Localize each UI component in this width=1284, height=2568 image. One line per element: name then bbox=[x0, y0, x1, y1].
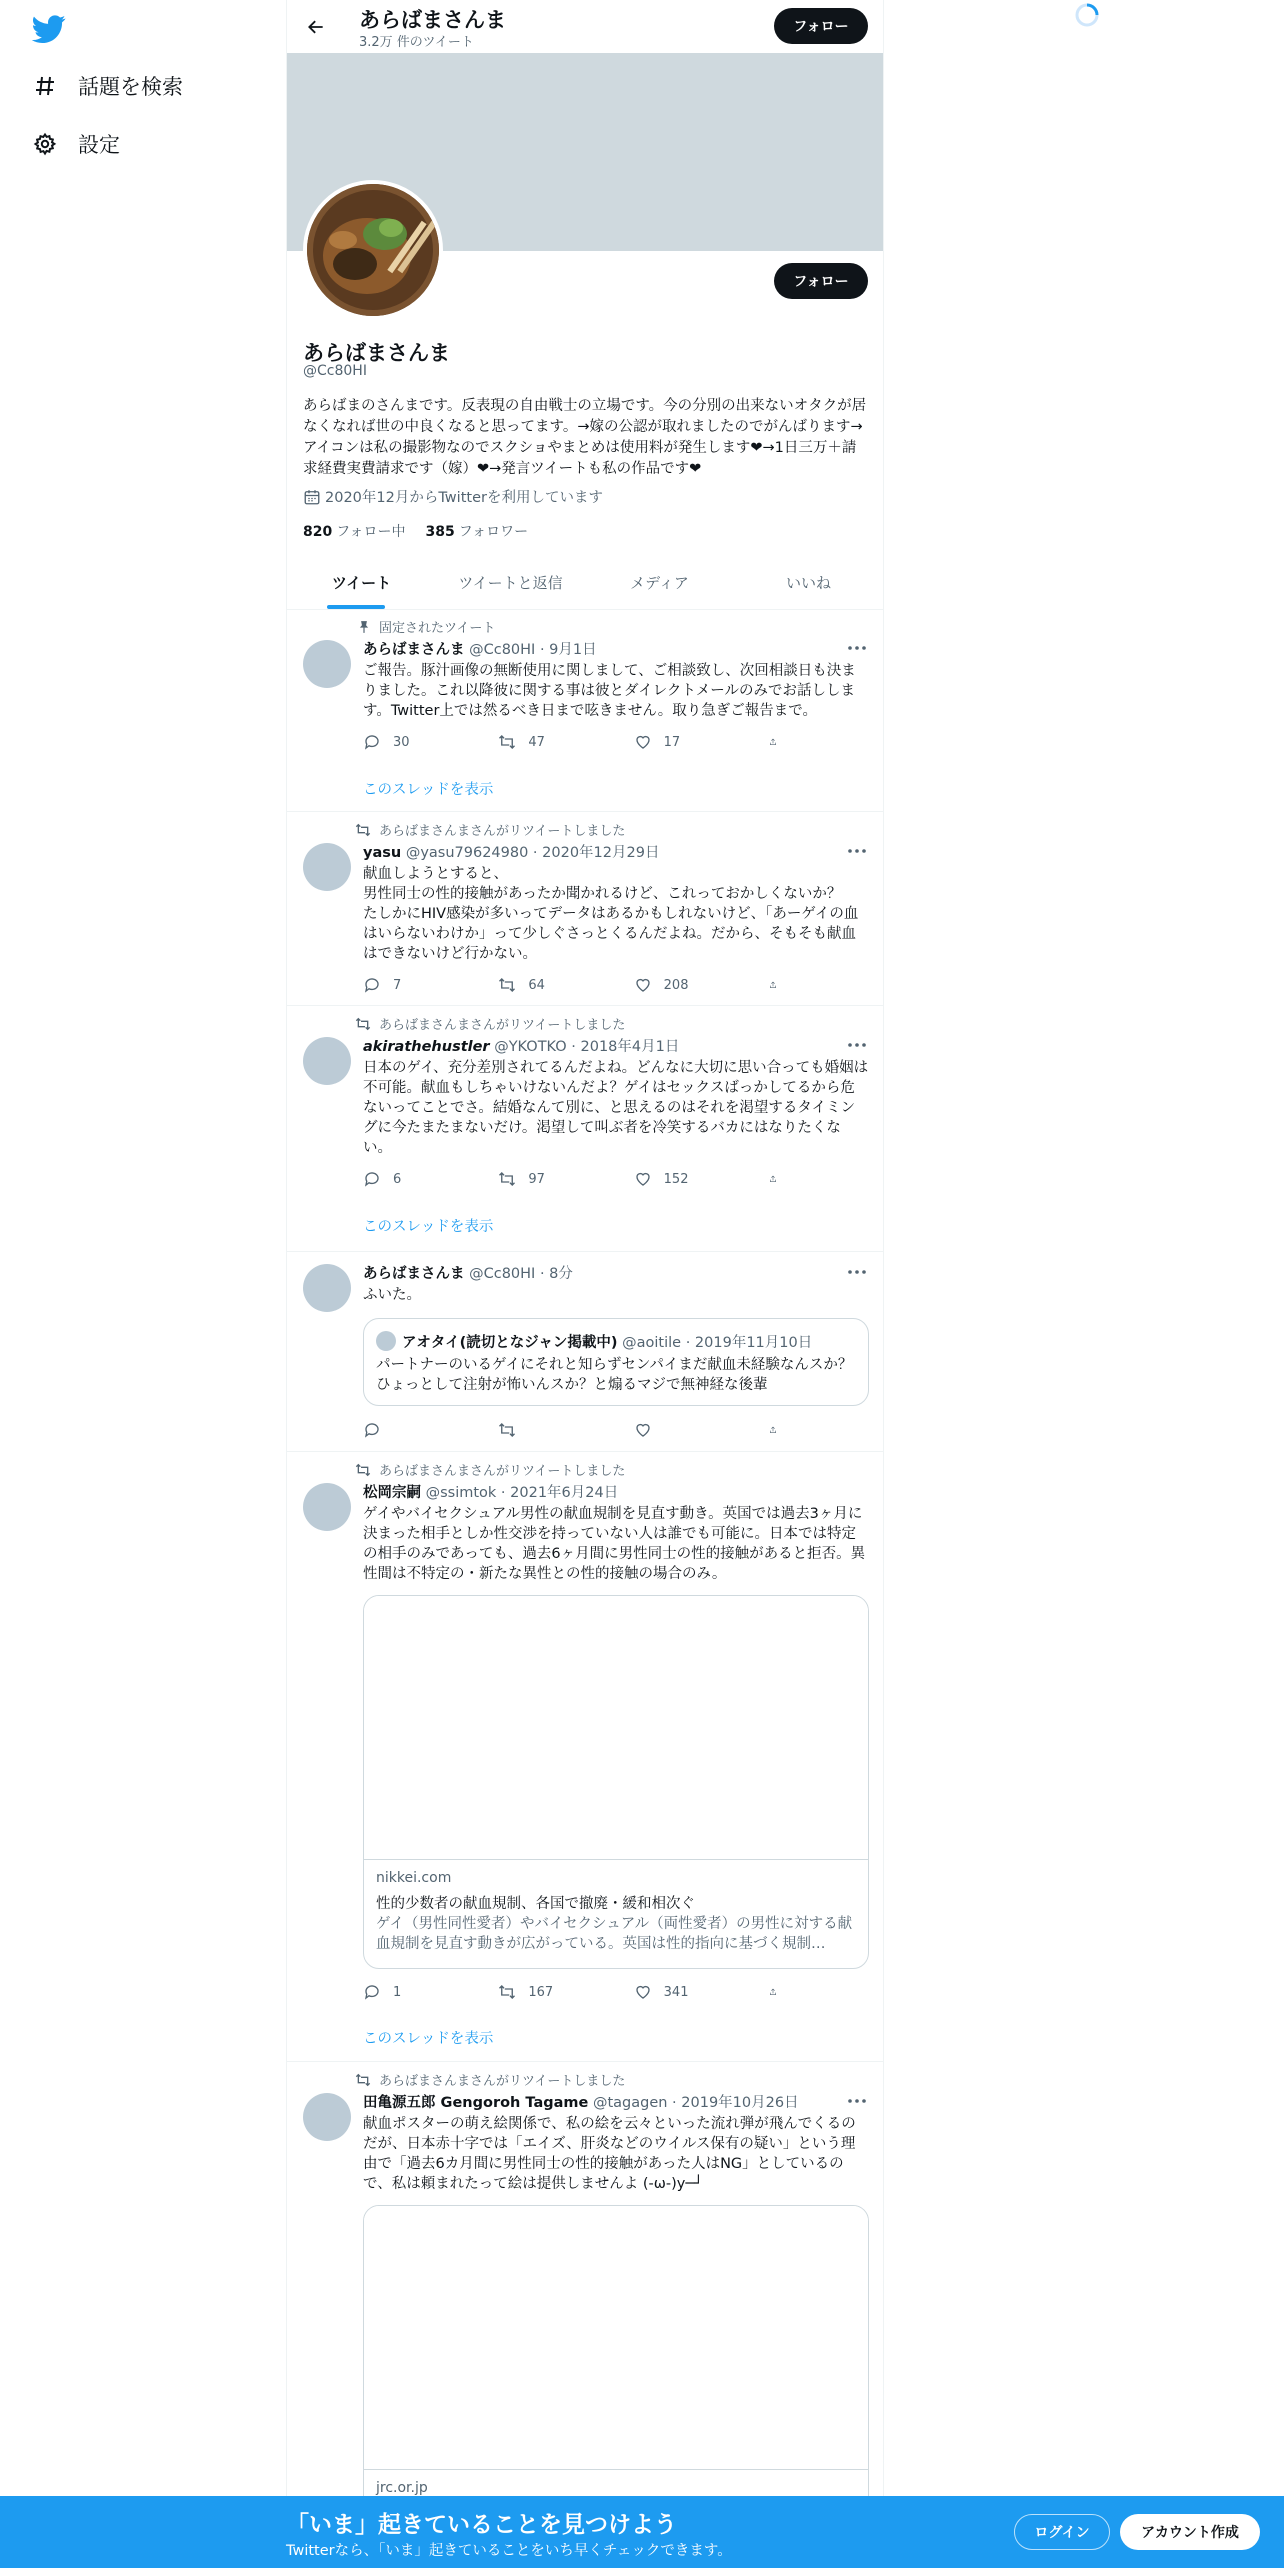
profile-joined bbox=[303, 486, 603, 507]
show-thread-link[interactable]: このスレッドを表示 bbox=[363, 782, 494, 798]
reply-icon bbox=[363, 976, 381, 994]
share-icon bbox=[769, 733, 777, 751]
tweet-context-text: あらばまさんまさんがリツイートしました bbox=[379, 824, 626, 839]
retweet-count: 64 bbox=[528, 977, 545, 993]
more-options-icon[interactable] bbox=[847, 2093, 867, 2109]
like-button[interactable] bbox=[634, 1982, 734, 2002]
tweet-meta: @yasu79624980 · 2020年12月29日 bbox=[405, 845, 660, 861]
retweet-icon bbox=[337, 822, 371, 838]
pin-icon bbox=[337, 620, 371, 634]
retweet-button[interactable] bbox=[498, 1982, 598, 2002]
retweet-icon bbox=[498, 1983, 516, 2001]
retweet-count: 167 bbox=[528, 1984, 554, 2000]
reply-button[interactable] bbox=[363, 732, 463, 752]
like-count: 341 bbox=[663, 1984, 689, 2000]
profile-avatar[interactable] bbox=[303, 180, 443, 320]
avatar[interactable] bbox=[303, 1037, 351, 1085]
share-button[interactable] bbox=[769, 1420, 789, 1440]
tweet-item[interactable] bbox=[287, 2062, 883, 2562]
more-options-icon[interactable] bbox=[847, 843, 867, 859]
reply-icon bbox=[363, 1421, 381, 1439]
reply-button[interactable] bbox=[363, 1169, 463, 1189]
profile-handle: @Cc80HI bbox=[303, 363, 367, 379]
tweet-context bbox=[337, 2070, 625, 2089]
tweet-item[interactable] bbox=[287, 812, 883, 1006]
tweet-meta: @Cc80HI · 8分 bbox=[469, 1266, 573, 1282]
share-icon bbox=[769, 1170, 777, 1188]
signup-banner-subtitle: Twitterなら、「いま」起きていることをいち早くチェックできます。 bbox=[286, 2543, 732, 2559]
tab-likes[interactable]: いいね bbox=[785, 574, 831, 592]
reply-button[interactable] bbox=[363, 1420, 463, 1440]
more-options-icon[interactable] bbox=[847, 640, 867, 656]
calendar-icon bbox=[303, 488, 321, 506]
tweet-text: 献血ポスターの萌え絵関係で、私の絵を云々といった流れ弾が飛んでくるのだが、日本赤十字では「エイズ、肝炎などのウイルス保有の疑い」という理由で「過去6カ月間に男性同士の性的接触があった人はNG」としているので、私は頼まれたって絵は提供しませんよ (-ω-)y─┘ bbox=[363, 2116, 856, 2192]
retweet-count: 47 bbox=[528, 734, 545, 750]
reply-count: 30 bbox=[393, 734, 410, 750]
tweet-author-name[interactable]: あらばまさんま bbox=[363, 1266, 465, 1282]
nav-explore[interactable] bbox=[32, 66, 183, 106]
following-label: フォロー中 bbox=[336, 524, 406, 540]
tweet-context-text: あらばまさんまさんがリツイートしました bbox=[379, 1464, 626, 1479]
avatar[interactable] bbox=[303, 1483, 351, 1531]
heart-icon bbox=[634, 1170, 652, 1188]
login-button[interactable]: ログイン bbox=[1014, 2514, 1110, 2550]
quoted-author-name: アオタイ(読切となジャン掲載中) bbox=[402, 1335, 618, 1351]
header-tweet-count: 3.2万 件のツイート bbox=[359, 35, 474, 50]
tweet-item[interactable] bbox=[287, 611, 883, 812]
signup-banner bbox=[0, 2496, 1284, 2568]
quoted-meta: @aoitile · 2019年11月10日 bbox=[622, 1335, 813, 1351]
top-header bbox=[287, 0, 883, 53]
heart-icon bbox=[634, 1421, 652, 1439]
followers-count: 385 bbox=[425, 524, 455, 540]
tweet-author-name[interactable]: 田亀源五郎 Gengoroh Tagame bbox=[363, 2095, 589, 2111]
hashtag-icon bbox=[32, 73, 58, 99]
tweet-author-name[interactable]: yasu bbox=[363, 845, 402, 861]
link-card-title: 性的少数者の献血規制、各国で撤廃・緩和相次ぐ bbox=[376, 1896, 695, 1912]
reply-count: 7 bbox=[393, 977, 402, 993]
tweet-meta: @Cc80HI · 9月1日 bbox=[469, 642, 597, 658]
share-icon bbox=[769, 1421, 777, 1439]
retweet-icon bbox=[337, 1462, 371, 1478]
tweet-header bbox=[363, 638, 597, 659]
heart-icon bbox=[634, 976, 652, 994]
retweet-icon bbox=[498, 733, 516, 751]
quoted-tweet[interactable] bbox=[363, 1318, 869, 1406]
like-count: 152 bbox=[663, 1171, 689, 1187]
tweet-header bbox=[363, 1481, 618, 1502]
tweet-actions bbox=[363, 1982, 789, 2002]
retweet-icon bbox=[337, 2072, 371, 2088]
profile-bio: あらばまのさんまです。反表現の自由戦士の立場です。今の分別の出来ないオタクが居なくなれば世の中良くなると思ってます。→嫁の公認が取れましたのでがんばります→アイコンは私の撮影物なのでスクショやまとめは使用料が発生します❤→1日三万＋請求経費実費請求です（嫁）❤→発言ツイートも私の作品です❤ bbox=[303, 398, 867, 477]
followers-link[interactable] bbox=[426, 521, 529, 541]
tweet-context bbox=[337, 1014, 625, 1033]
like-button[interactable] bbox=[634, 1420, 734, 1440]
profile-name: あらばまさんま bbox=[303, 341, 450, 365]
retweet-icon bbox=[498, 1421, 516, 1439]
signup-button[interactable]: アカウント作成 bbox=[1120, 2514, 1260, 2550]
retweet-count: 97 bbox=[528, 1171, 545, 1187]
profile-joined-text: 2020年12月からTwitterを利用しています bbox=[325, 490, 603, 506]
back-arrow-icon[interactable] bbox=[299, 10, 333, 44]
followers-label: フォロワー bbox=[458, 524, 529, 540]
left-nav bbox=[0, 0, 286, 2568]
header-follow-button[interactable]: フォロー bbox=[774, 8, 868, 44]
quoted-avatar bbox=[376, 1331, 396, 1351]
tweet-header bbox=[363, 2091, 799, 2112]
retweet-icon bbox=[498, 1170, 516, 1188]
tweet-text: ゲイやバイセクシュアル男性の献血規制を見直す動き。英国では過去3ヶ月に決まった相手としか性交渉を持っていない人は誰でも可能に。日本では特定の相手のみであっても、過去6ヶ月間に男性同士の性的接触があると拒否。異性間は不特定の・新たな異性との性的接触の場合のみ。 bbox=[363, 1506, 866, 1582]
reply-count: 1 bbox=[393, 1984, 402, 2000]
link-card-domain: jrc.or.jp bbox=[376, 2480, 428, 2496]
signup-banner-title: 「いま」起きていることを見つけよう bbox=[286, 2512, 677, 2538]
like-button[interactable] bbox=[634, 975, 734, 995]
tweet-author-name[interactable]: あらばまさんま bbox=[363, 642, 465, 658]
share-button[interactable] bbox=[769, 1169, 789, 1189]
tweet-text: ご報告。豚汁画像の無断使用に関しまして、ご相談致し、次回相談日も決まりました。これ以降彼に関する事は彼とダイレクトメールのみでお話しします。Twitter上では然るべき日まで呟きません。取り急ぎご報告まで。 bbox=[363, 663, 856, 719]
link-card[interactable] bbox=[363, 1595, 869, 1969]
tweet-header bbox=[363, 1035, 679, 1056]
following-count: 820 bbox=[303, 524, 333, 540]
header-name: あらばまさんま bbox=[359, 8, 506, 32]
quoted-header bbox=[402, 1331, 812, 1352]
retweet-icon bbox=[498, 976, 516, 994]
tweet-context bbox=[337, 1460, 625, 1479]
reply-count: 6 bbox=[393, 1171, 402, 1187]
profile-timeline bbox=[286, 0, 884, 2568]
retweet-button[interactable] bbox=[498, 1420, 598, 1440]
tweet-header bbox=[363, 841, 659, 862]
retweet-button[interactable] bbox=[498, 975, 598, 995]
tweet-meta: @tagagen · 2019年10月26日 bbox=[592, 2095, 799, 2111]
like-count: 208 bbox=[663, 977, 689, 993]
share-button[interactable] bbox=[769, 975, 789, 995]
link-card-description: ゲイ（男性同性愛者）やバイセクシュアル（両性愛者）の男性に対する献血規制を見直す動きが広がっている。英国は性的指向に基づく規制… bbox=[376, 1916, 853, 1952]
nav-settings[interactable] bbox=[32, 124, 120, 164]
tab-media[interactable]: メディア bbox=[630, 574, 689, 592]
profile-stats bbox=[303, 521, 528, 541]
show-thread-link[interactable]: このスレッドを表示 bbox=[363, 2031, 494, 2047]
twitter-bird-icon[interactable] bbox=[32, 12, 66, 46]
following-link[interactable] bbox=[303, 521, 406, 541]
heart-icon bbox=[634, 733, 652, 751]
tweet-actions bbox=[363, 975, 789, 995]
avatar[interactable] bbox=[303, 640, 351, 688]
retweet-icon bbox=[337, 1016, 371, 1032]
tweet-author-name[interactable]: akirathehustler bbox=[363, 1039, 490, 1055]
tab-tweets-replies[interactable]: ツイートと返信 bbox=[458, 574, 563, 592]
link-card-domain: nikkei.com bbox=[376, 1870, 452, 1886]
tweet-meta: @YKOTKO · 2018年4月1日 bbox=[494, 1039, 680, 1055]
tweet-item[interactable] bbox=[287, 1252, 883, 1452]
tweet-meta: @ssimtok · 2021年6月24日 bbox=[425, 1485, 619, 1501]
more-options-icon[interactable] bbox=[847, 1037, 867, 1053]
retweet-button[interactable] bbox=[498, 732, 598, 752]
tweet-context bbox=[337, 617, 495, 636]
link-card-image bbox=[364, 1596, 868, 1860]
tweet-actions bbox=[363, 1169, 789, 1189]
gear-icon bbox=[32, 131, 58, 157]
heart-icon bbox=[634, 1983, 652, 2001]
reply-button[interactable] bbox=[363, 1982, 463, 2002]
like-count: 17 bbox=[663, 734, 681, 750]
tweet-text: 日本のゲイ、充分差別されてるんだよね。どんなに大切に思い合っても婚姻は不可能。献血もしちゃいけないんだよ？ゲイはセックスばっかしてるから危ないってことでさ。結婚なんて別に、と思えるのはそれを渇望するタイミングに今たまたまないだけ。渇望して叫ぶ者を冷笑するバカにはなりたくない。 bbox=[363, 1060, 869, 1156]
tweet-actions bbox=[363, 732, 789, 752]
tweet-item[interactable] bbox=[287, 1452, 883, 2062]
profile-follow-button[interactable]: フォロー bbox=[774, 263, 868, 299]
tweet-context-text: 固定されたツイート bbox=[379, 621, 496, 636]
loading-spinner-icon bbox=[1074, 2, 1100, 28]
tweet-context-text: あらばまさんまさんがリツイートしました bbox=[379, 1018, 626, 1033]
reply-icon bbox=[363, 1983, 381, 2001]
reply-icon bbox=[363, 733, 381, 751]
avatar[interactable] bbox=[303, 843, 351, 891]
more-options-icon[interactable] bbox=[847, 1264, 867, 1280]
share-button[interactable] bbox=[769, 732, 789, 752]
link-card[interactable] bbox=[363, 2205, 869, 2535]
avatar[interactable] bbox=[303, 2093, 351, 2141]
share-icon bbox=[769, 976, 777, 994]
tweet-context-text: あらばまさんまさんがリツイートしました bbox=[379, 2074, 626, 2089]
like-button[interactable] bbox=[634, 1169, 734, 1189]
tweet-text: ふいた。 bbox=[363, 1287, 421, 1303]
profile-tabs bbox=[287, 556, 883, 610]
nav-settings-label: 設定 bbox=[78, 133, 120, 157]
nav-explore-label: 話題を検索 bbox=[78, 75, 183, 99]
tweet-header bbox=[363, 1262, 573, 1283]
tab-tweets[interactable]: ツイート bbox=[287, 556, 436, 609]
avatar[interactable] bbox=[303, 1264, 351, 1312]
tweet-item[interactable] bbox=[287, 1006, 883, 1252]
show-thread-link[interactable]: このスレッドを表示 bbox=[363, 1219, 494, 1235]
share-icon bbox=[769, 1983, 777, 2001]
retweet-button[interactable] bbox=[498, 1169, 598, 1189]
link-card-image bbox=[364, 2206, 868, 2470]
quoted-text: パートナーのいるゲイにそれと知らずセンパイまだ献血未経験なんスか？ひょっとして注射が怖いんスか？と煽るマジで無神経な後輩 bbox=[376, 1357, 853, 1393]
tweet-author-name[interactable]: 松岡宗嗣 bbox=[363, 1485, 421, 1501]
tweet-context bbox=[337, 820, 625, 839]
tweet-actions bbox=[363, 1420, 789, 1440]
like-button[interactable] bbox=[634, 732, 734, 752]
reply-button[interactable] bbox=[363, 975, 463, 995]
tweet-text: 献血しようとすると、 男性同士の性的接触があったか聞かれるけど、これっておかしくないか？ たしかにHIV感染が多いってデータはあるかもしれないけど、「あーゲイの血はいらないわけか」って少しぐさっとくるんだよね。だから、そもそも献血はできないけど行かない。 bbox=[363, 866, 859, 962]
reply-icon bbox=[363, 1170, 381, 1188]
share-button[interactable] bbox=[769, 1982, 789, 2002]
